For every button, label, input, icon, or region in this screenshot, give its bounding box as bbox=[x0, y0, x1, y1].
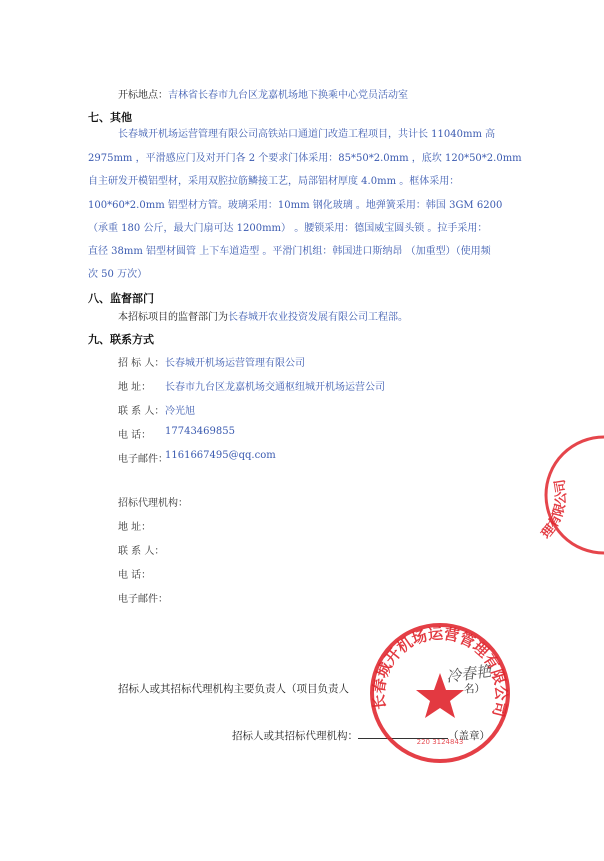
email-value: 1161667495@qq.com bbox=[165, 450, 276, 461]
section-8-prefix: 本招标项目的监督部门为 bbox=[118, 312, 228, 323]
agency-email-label: 电子邮件： bbox=[118, 594, 168, 605]
section-7-line-5: （承重 180 公斤，最大门扇可达 1200mm） 。腰锁采用：德国威宝圆头锁 。拉手采用： bbox=[88, 223, 488, 234]
svg-text:220 3124843: 220 3124843 bbox=[416, 738, 464, 746]
signature-line-2-prefix: 招标人或其招标代理机构： bbox=[232, 730, 358, 742]
svg-text:理有限公司: 理有限公司 bbox=[538, 478, 570, 542]
section-7-line-4: 100*60*2.0mm 铝型材方管。玻璃采用：10mm 钢化玻璃 。地弹簧采用：韩国 3GM 6200 bbox=[88, 200, 503, 211]
address-value: 长春市九台区龙嘉机场交通枢纽城开机场运营公司 bbox=[165, 382, 385, 393]
section-9-title: 九、联系方式 bbox=[88, 333, 154, 346]
section-8-value: 长春城开农业投资发展有限公司工程部。 bbox=[228, 312, 408, 323]
section-7-title: 七、其他 bbox=[88, 111, 132, 124]
main-seal-stamp bbox=[365, 618, 515, 768]
section-7-line-6: 直径 38mm 铝型材圆管 上下车道造型 。平滑门机组：韩国进口斯纳昂 （加重型）（使用频 bbox=[88, 246, 491, 257]
signature-line-1-prefix: 招标人或其招标代理机构主要负责人（项目负责人 bbox=[118, 683, 349, 695]
section-7-line-1: 长春城开机场运营管理有限公司高铁站口通道门改造工程项目，共计长 11040mm 高 bbox=[118, 129, 496, 140]
svg-text:冷春艳: 冷春艳 bbox=[445, 661, 493, 686]
section-7-line-2: 2975mm ，平滑感应门及对开门各 2 个要求门体采用：85*50*2.0mm ，底坎 120*50*2.0mm bbox=[88, 153, 522, 164]
section-8-title: 八、监督部门 bbox=[88, 292, 154, 305]
phone-value: 17743469855 bbox=[165, 426, 235, 437]
agency-address-label: 地 址： bbox=[118, 522, 152, 533]
agency-contact-label: 联 系 人： bbox=[118, 546, 165, 557]
section-7-line-7: 次 50 万次） bbox=[88, 269, 148, 280]
phone-label: 电 话： bbox=[118, 430, 152, 441]
svg-text:长春城开机场运营管理有限公司: 长春城开机场运营管理有限公司 bbox=[369, 624, 511, 719]
address-label: 地 址： bbox=[118, 382, 152, 393]
email-label: 电子邮件： bbox=[118, 454, 168, 465]
agency-label: 招标代理机构： bbox=[118, 498, 188, 509]
location-label: 开标地点： bbox=[118, 90, 168, 101]
tenderer-value: 长春城开机场运营管理有限公司 bbox=[165, 358, 305, 369]
section-7-line-3: 自主研发开模铝型材，采用双腔拉筋鳞接工艺，局部铝材厚度 4.0mm 。框体采用： bbox=[88, 176, 460, 187]
location-line bbox=[118, 89, 408, 103]
tenderer-label: 招 标 人： bbox=[118, 358, 165, 369]
side-seal-stamp bbox=[520, 430, 604, 560]
contact-label: 联 系 人： bbox=[118, 406, 165, 417]
location-value: 吉林省长春市九台区龙嘉机场地下换乘中心党员活动室 bbox=[168, 90, 408, 101]
contact-value: 冷光旭 bbox=[165, 406, 195, 417]
signature-line-2-suffix: （盖章） bbox=[448, 730, 490, 742]
agency-phone-label: 电 话： bbox=[118, 570, 152, 581]
signature-line-1-suffix: 名） bbox=[464, 683, 485, 695]
section-8-text bbox=[118, 311, 408, 325]
